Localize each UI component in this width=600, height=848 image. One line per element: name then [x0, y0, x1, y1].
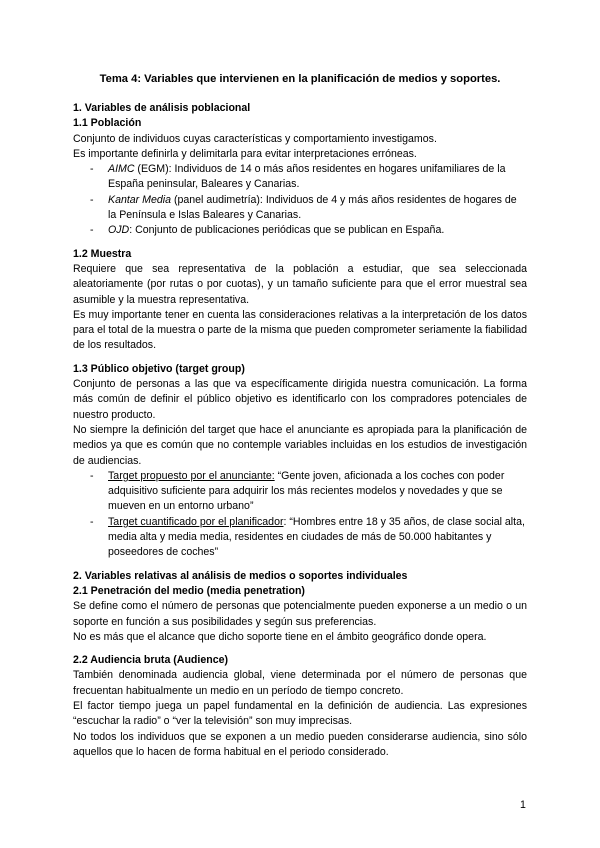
- paragraph: No es más que el alcance que dicho soporte tiene en el ámbito geográfico donde opera.: [73, 630, 487, 643]
- paragraph: El factor tiempo juega un papel fundamental en la definición de audiencia. Las expresiones “escuchar la radio” o “ver la televisión” son muy imprecisas.: [73, 699, 527, 728]
- section-2-2-heading: 2.2 Audiencia bruta (Audience): [73, 654, 229, 667]
- document-title: Tema 4: Variables que intervienen en la planificación de medios y soportes.: [99, 73, 501, 85]
- paragraph: Conjunto de individuos cuyas características y comportamiento investigamos.: [73, 132, 437, 145]
- list-item: [73, 469, 527, 515]
- paragraph: No todos los individuos que se exponen a un medio pueden considerarse audiencia, sino sólo aquellos que lo hacen de forma habitual en el periodo considerado.: [73, 730, 527, 758]
- paragraph: También denominada audiencia global, viene determinada por el número de personas que frecuentan habitualmente un medio en un período de tiempo concreto.: [73, 669, 527, 697]
- item-name: AIMC: [108, 163, 135, 176]
- item-text: (panel audimetría): Individuos de 4 y más años residentes de hogares de la Península e Islas Baleares y Canarias.: [108, 193, 517, 222]
- section-1-3-heading: 1.3 Público objetivo (target group): [73, 362, 245, 375]
- item-text: “Gente joven, aficionada a los coches con poder adquisitivo suficiente para adquirir los más recientes modelos y novedades y que se mueven en un entorno urbano”: [108, 469, 505, 513]
- list-marker: -: [90, 469, 94, 482]
- item-label: Target propuesto por el anunciante:: [108, 469, 275, 482]
- document-body: [73, 101, 527, 760]
- list-marker: -: [90, 224, 94, 237]
- paragraph: Requiere que sea representativa de la población a estudiar, que sea seleccionada aleatoriamente (por rutas o por cuotas), y un tamaño suficiente para que el error muestral sea asumible y la muestra representativa.: [73, 262, 527, 306]
- paragraph: Conjunto de personas a las que va específicamente dirigida nuestra comunicación. La forma más común de definir el público objetivo es identificarlo con los compradores potenciales de nuestro producto.: [73, 378, 527, 421]
- section-1-2-heading: 1.2 Muestra: [73, 247, 132, 260]
- list-marker: -: [90, 515, 94, 528]
- item-name: OJD: [108, 224, 130, 237]
- page-number: 1: [520, 799, 526, 811]
- paragraph: Es muy importante tener en cuenta las consideraciones relativas a la interpretación de los datos para el total de la muestra o parte de la misma que pueden comprometer seriamente la fiabilidad de los resultados.: [73, 308, 528, 352]
- section-1-heading: 1. Variables de análisis poblacional: [73, 102, 251, 114]
- paragraph: No siempre la definición del target que hace el anunciante es apropiada para la planificación de medios ya que es común que no contemple variables incluidas en los estudios de investigación de audiencias.: [73, 423, 527, 467]
- list-marker: -: [90, 193, 94, 206]
- paragraph: Se define como el número de personas que potencialmente pueden exponerse a un medio o un soporte en función a sus posibilidades y según sus preferencias.: [73, 600, 527, 628]
- population-list: [73, 162, 527, 238]
- list-marker: -: [90, 163, 94, 176]
- paragraph: Es importante definirla y delimitarla para evitar interpretaciones erróneas.: [73, 147, 417, 160]
- section-2-1-heading: 2.1 Penetración del medio (media penetration): [73, 584, 305, 597]
- target-list: [73, 469, 527, 561]
- item-name: Kantar Media: [108, 193, 172, 206]
- list-item: [73, 193, 527, 224]
- list-item: [73, 223, 527, 238]
- item-text: : “Hombres entre 18 y 35 años, de clase social alta, media alta y media media, residentes en ciudades de más de 50.000 habitantes y poseedores de coches”: [108, 515, 525, 559]
- item-label: Target cuantificado por el planificador: [108, 515, 284, 528]
- section-2-heading: 2. Variables relativas al análisis de medios o soportes individuales: [73, 569, 408, 582]
- list-item: [73, 162, 527, 193]
- section-1-1-heading: 1.1 Población: [73, 117, 142, 130]
- item-text: : Conjunto de publicaciones periódicas que se publican en España.: [129, 224, 445, 237]
- item-text: (EGM): Individuos de 14 o más años residentes en hogares unifamiliares de la España peninsular, Baleares y Canarias.: [108, 163, 506, 191]
- list-item: [73, 515, 527, 561]
